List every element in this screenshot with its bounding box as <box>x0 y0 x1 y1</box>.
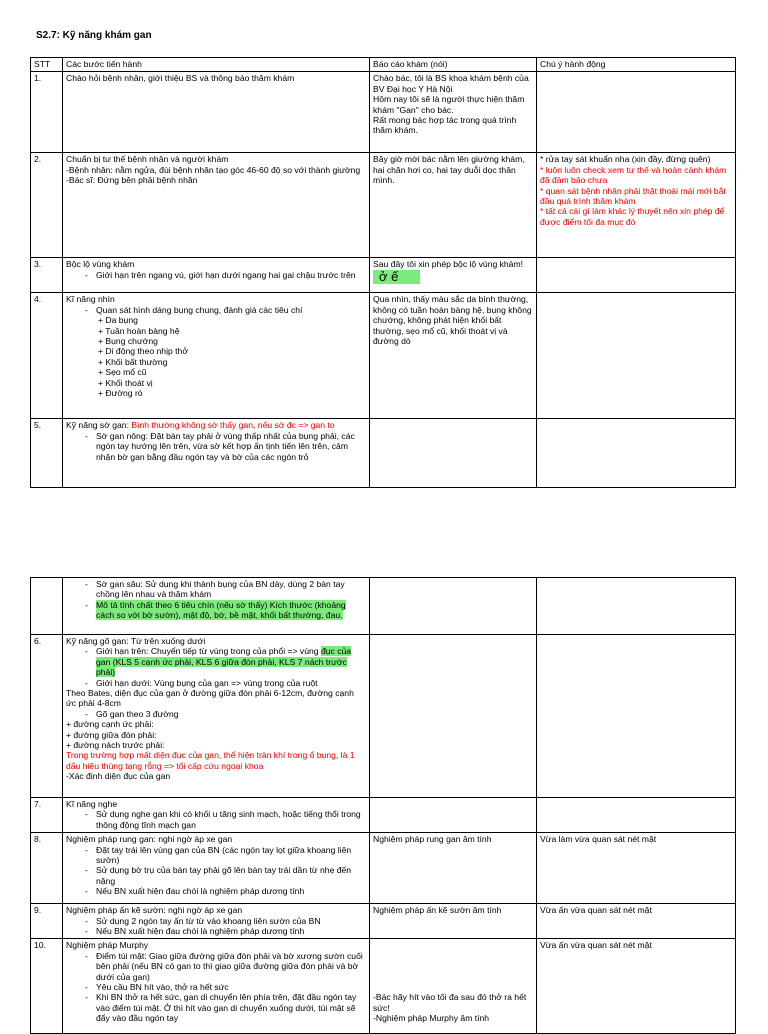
step-bullet: - Sử dụng nghe gan khi có khối u tăng sinh mạch, hoặc tiếng thổi trong thông động tĩnh mạch gan <box>66 809 366 830</box>
note-text: * rửa tay sát khuẩn nha (xin đầy, đừng quên) <box>540 154 711 165</box>
report-cell <box>370 578 537 635</box>
step-bullet: - Sờ gan sâu: Sử dụng khi thành bụng của BN dày, dùng 2 bàn tay chồng lên nhau và thăm khám <box>66 579 366 600</box>
report-text: Nghiệm pháp ấn kẽ sườn âm tính <box>370 904 537 939</box>
table-row <box>31 419 736 488</box>
note-text: Vừa ấn vừa quan sát nét mặt <box>537 904 736 939</box>
step-bullet: - Điểm túi mật: Giao giữa đường giữa đòn phải và bờ xương sườn cuối bên phải (nếu BN có gan to thì giao giữa đường giữa đòn phải và bờ dưới của gan) <box>66 951 366 982</box>
step-bullet <box>66 600 366 621</box>
step-cell <box>63 798 370 833</box>
row-number: 1. <box>31 72 63 153</box>
table-row <box>31 904 736 939</box>
step-text: -Bác sĩ: Đứng bên phải bệnh nhân <box>66 175 198 186</box>
row-number: 5. <box>31 419 63 488</box>
report-cell <box>370 419 537 488</box>
criteria-item: + Đường rò <box>98 388 143 399</box>
emoji-highlight: ở ế <box>373 270 420 284</box>
report-text: Qua nhìn, thấy màu sắc da bình thường, không có tuần hoàn bàng hệ, bụng không chướng, không phát hiện khối bất thường, sẹo mổ cũ, khối thoát vị và đường dò <box>370 293 537 419</box>
report-line: Hôm nay tôi sẽ là người thực hiện thăm khám "Gan" cho bác. <box>373 94 525 115</box>
step-cell <box>63 833 370 904</box>
step-text: Bộc lộ vùng khám <box>66 259 135 270</box>
step-cell <box>63 258 370 293</box>
step-bullet: - Giới hạn dưới: Vùng bụng của gan => vùng trong của ruột <box>66 678 366 688</box>
step-text: Chuẩn bị tư thế bệnh nhân và người khám <box>66 154 229 165</box>
step-text: Kỹ năng sờ gan: Bình thường không sờ thấy gan, nếu sờ đc => gan to <box>66 420 335 431</box>
note-warning: * quan sát bệnh nhân phải thật thoải mái mới bắt đầu quá trình thăm khám <box>540 185 726 207</box>
exam-table-page-2 <box>30 577 736 1034</box>
criteria-item: + Bụng chướng <box>98 336 158 347</box>
table-row <box>31 578 736 635</box>
step-cell <box>63 419 370 488</box>
note-cell <box>537 635 736 798</box>
step-warning: Trong trường hợp mất diện đục của gan, thể hiện tràn khí trong ổ bụng, là 1 dấu hiệu thùng tạng rỗng => tối cấp cứu ngoại khoa <box>66 750 355 771</box>
note-warning: * tất cả cái gì làm khác lý thuyết nên xin phép để được điểm tối đa mục đó <box>540 206 725 227</box>
header-steps: Các bước tiến hành <box>63 58 370 72</box>
step-cell <box>63 578 370 635</box>
step-text: Nghiệm pháp Murphy <box>66 940 149 951</box>
report-text: Nghiệm pháp rung gan âm tính <box>370 833 537 904</box>
step-bullet: - Quan sát hình dáng bụng chung, đánh giá các tiêu chí <box>66 305 366 315</box>
table-row <box>31 798 736 833</box>
step-text: + đường nách trước phải: <box>66 740 165 751</box>
row-number: 9. <box>31 904 63 939</box>
step-text: + đường giữa đòn phải: <box>66 729 157 740</box>
note-cell <box>537 258 736 293</box>
report-cell <box>370 258 537 293</box>
row-number: 10. <box>31 939 63 1034</box>
step-text: + đường cạnh ức phải: <box>66 719 154 730</box>
criteria-item: + Da bụng <box>98 315 138 326</box>
note-cell <box>537 293 736 419</box>
step-bullet: - Nếu BN xuất hiện đau chói là nghiệm pháp dương tính <box>66 926 366 936</box>
report-line: -Nghiệm pháp Murphy âm tính <box>373 1013 490 1024</box>
page-title: S2.7: Kỹ năng khám gan <box>36 30 152 41</box>
step-cell <box>63 293 370 419</box>
table-row <box>31 939 736 1034</box>
step-text: Nghiệm pháp rung gan: nghi ngờ áp xe gan <box>66 834 233 845</box>
table-row <box>31 293 736 419</box>
report-line: -Bác hãy hít vào tối đa sau đó thở ra hết sức! <box>373 992 527 1013</box>
report-cell <box>370 939 537 1034</box>
step-bullet: - Sờ gan nông: Đặt bàn tay phải ở vùng thấp nhất của bụng phải, các ngón tay hướng lên trên, vừa sờ kết hợp ấn tịnh tiến lên trên, cảm nhận bờ gan bằng đầu ngón tay và bờ của các ngón trỏ <box>66 431 366 462</box>
step-text: Theo Bates, diện đục của gan ở đường giữa đòn phải 6-12cm, đường cạnh ức phải 4-8cm <box>66 688 354 709</box>
table-row <box>31 833 736 904</box>
row-number: 7. <box>31 798 63 833</box>
note-cell <box>537 419 736 488</box>
step-text: Chào hỏi bệnh nhân, giới thiệu BS và thông báo thăm khám <box>63 72 370 153</box>
header-report: Báo cáo khám (nói) <box>370 58 537 72</box>
row-number: 2. <box>31 153 63 258</box>
row-number <box>31 578 63 635</box>
step-bullet: - Gõ gan theo 3 đường <box>66 709 366 719</box>
row-number: 3. <box>31 258 63 293</box>
step-bullet: - Sử dụng 2 ngón tay ấn từ từ vào khoang liên sườn của BN <box>66 916 366 926</box>
step-text: Kĩ năng nghe <box>66 799 118 809</box>
spacer <box>373 940 533 992</box>
step-bullet: - Giới hạn trên: Chuyển tiếp từ vùng trong của phổi => vùng đục của gan (KLS 5 cạnh ức phải, KLS 6 giữa đòn phải, KLS 7 nách trước phải) <box>66 646 366 677</box>
criteria-item: + Khối bất thường <box>98 356 168 367</box>
criteria-item: + Di động theo nhịp thở <box>98 346 188 357</box>
report-line: Chào bác, tôi là BS khoa khám bệnh của BV Đại học Y Hà Nội <box>373 73 529 94</box>
step-text: Kĩ năng nhìn <box>66 294 115 305</box>
step-text: Kỹ năng gõ gan: Từ trên xuống dưới <box>66 636 206 646</box>
exam-table-page-1 <box>30 57 736 488</box>
criteria-item: + Khối thoát vị <box>98 377 153 388</box>
header-notes: Chú ý hành động <box>537 58 736 72</box>
note-cell <box>537 798 736 833</box>
step-warning: Bình thường không sờ thấy gan, nếu sờ đc => gan to <box>131 420 335 431</box>
step-text: -Bệnh nhân: nằm ngửa, đùi bệnh nhân tạo góc 46-60 độ so với thành giường <box>66 164 361 175</box>
note-cell <box>537 153 736 258</box>
note-text: Vừa làm vừa quan sát nét mặt <box>537 833 736 904</box>
table-row <box>31 72 736 153</box>
step-cell <box>63 904 370 939</box>
report-cell <box>370 635 537 798</box>
step-bullet: - Sử dụng bờ trụ của bàn tay phải gõ lên bàn tay trái dần từ nhẹ đến nặng <box>66 865 366 886</box>
report-text: Bây giờ mời bác nằm lên giường khám, hai chân hơi co, hai tay duỗi dọc thân mình. <box>370 153 537 258</box>
report-cell <box>370 72 537 153</box>
note-cell <box>537 578 736 635</box>
highlighted-text: Mô tả tính chất theo 6 tiêu chín (nếu sờ thấy) Kích thước (khoảng cách so với bờ sườn), mật độ, bờ, bề mặt, khối bất thường, đau. <box>96 599 346 621</box>
table-header-row <box>31 58 736 72</box>
table-row <box>31 258 736 293</box>
step-bullet: - Khi BN thở ra hết sức, gan di chuyển lên phía trên, đặt đầu ngón tay vào điểm túi mật. Ở thì hít vào gan di chuyển xuống dưới, túi mật sẽ đẩy vào đầu ngón tay <box>66 992 366 1023</box>
row-number: 6. <box>31 635 63 798</box>
step-cell <box>63 153 370 258</box>
header-stt: STT <box>31 58 63 72</box>
step-bullet: - Nếu BN xuất hiện đau chói là nghiệm pháp dương tính <box>66 886 366 896</box>
step-text: -Xác định diện đục của gan <box>66 771 171 782</box>
note-warning: * luôn luôn check xem tư thế và hoàn cảnh khám đã đảm bảo chưa <box>540 164 727 186</box>
note-text: Vừa ấn vừa quan sát nét mặt <box>537 939 736 1034</box>
criteria-item: + Sẹo mổ cũ <box>98 367 147 378</box>
criteria-item: + Tuần hoàn bàng hệ <box>98 325 180 336</box>
step-bullet: - Giới hạn trên ngang vú, giới hạn dưới ngang hai gai chậu trước trên <box>66 270 366 280</box>
highlighted-text: đục của gan (KLS 5 cạnh ức phải, KLS 6 giữa đòn phải, KLS 7 nách trước phải) <box>96 646 352 678</box>
table-row <box>31 635 736 798</box>
report-text: Sau đây tôi xin phép bộc lộ vùng khám! <box>373 259 524 270</box>
step-bullet: - Đặt tay trái lên vùng gan của BN (các ngón tay lọt giữa khoang liên sườn) <box>66 845 366 866</box>
report-line: Rất mong bác hợp tác trong quá trình thăm khám. <box>373 115 517 136</box>
step-cell <box>63 939 370 1034</box>
step-text: Nghiệm pháp ấn kẽ sườn: nghi ngờ áp xe gan <box>66 905 243 916</box>
row-number: 4. <box>31 293 63 419</box>
note-cell <box>537 72 736 153</box>
report-cell <box>370 798 537 833</box>
step-bullet: - Yêu cầu BN hít vào, thở ra hết sức <box>66 982 366 992</box>
step-cell <box>63 635 370 798</box>
row-number: 8. <box>31 833 63 904</box>
table-row <box>31 153 736 258</box>
